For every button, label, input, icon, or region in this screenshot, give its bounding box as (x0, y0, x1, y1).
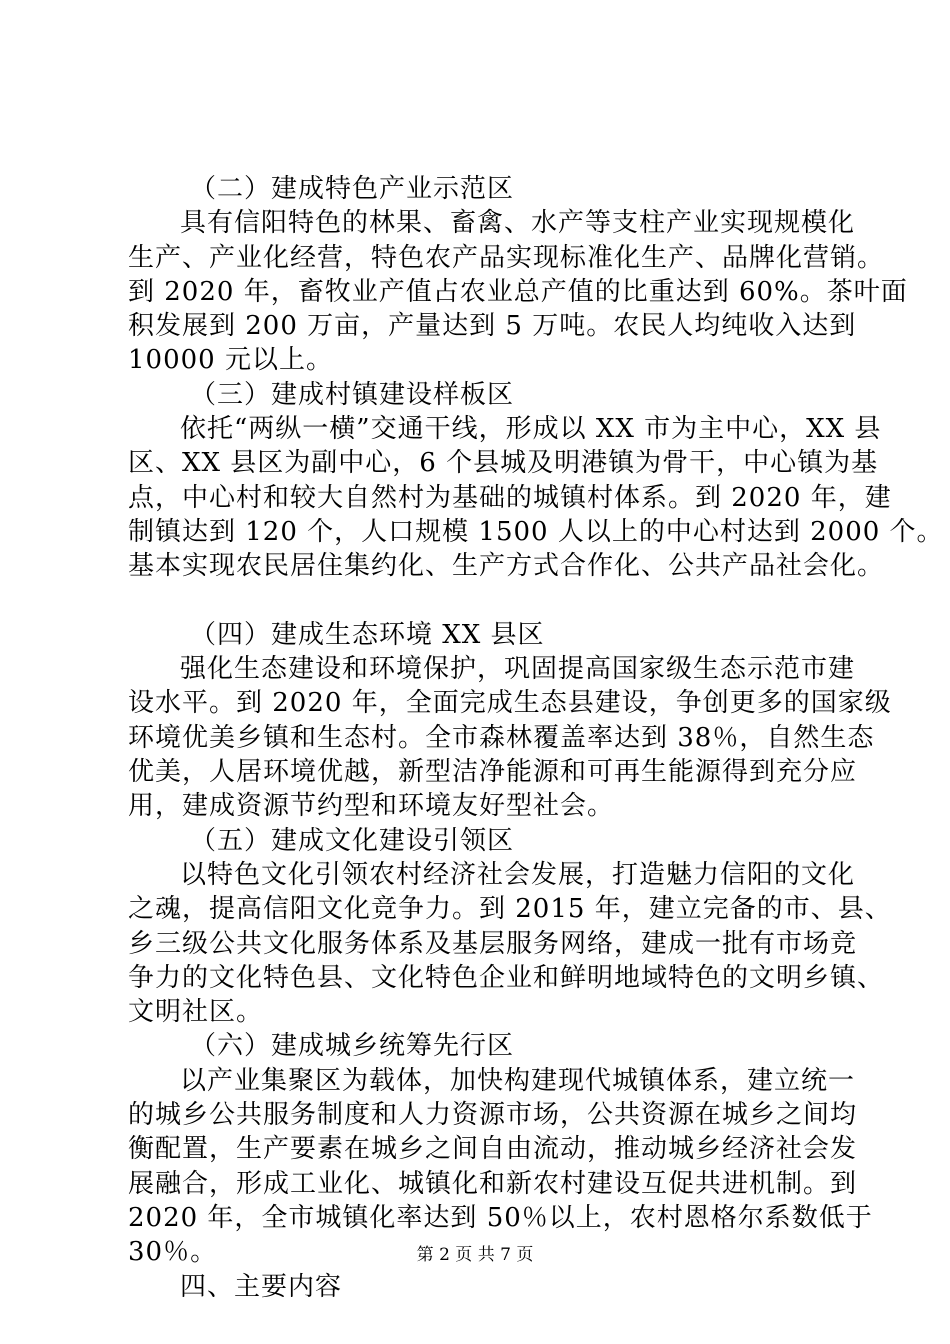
page-footer: 第 2 页 共 7 页 (416, 1245, 534, 1265)
text-line: 具有信阳特色的林果、畜禽、水产等支柱产业实现规模化 (180, 208, 856, 239)
text-line: 四、主要内容 (180, 1271, 343, 1302)
blank-line (128, 584, 828, 618)
text-line: 衡配置，生产要素在城乡之间自由流动，推动城乡经济社会发 (128, 1134, 858, 1165)
text-line: 以产业集聚区为载体，加快构建现代城镇体系，建立统一 (180, 1065, 856, 1096)
text-line: 之魂，提高信阳文化竞争力。到 2015 年，建立完备的市、县、 (128, 894, 892, 925)
text-line: （四）建成生态环境 XX 县区 (190, 619, 545, 650)
text-line: 到 2020 年，畜牧业产值占农业总产值的比重达到 60%。茶叶面 (128, 276, 908, 307)
subsection-heading (128, 1029, 828, 1063)
text-line: 30％。 (128, 1237, 218, 1268)
text-line: 制镇达到 120 个，人口规模 1500 人以上的中心村达到 2000 个。 (128, 516, 944, 547)
subsection-heading (128, 824, 828, 858)
text-line: 以特色文化引领农村经济社会发展，打造魅力信阳的文化 (180, 859, 856, 890)
text-line: 的城乡公共服务制度和人力资源市场，公共资源在城乡之间均 (128, 1100, 858, 1131)
subsection-heading (128, 378, 828, 412)
document-body (128, 172, 944, 1304)
text-line: 争力的文化特色县、文化特色企业和鲜明地域特色的文明乡镇、 (128, 962, 885, 993)
text-line: 乡三级公共文化服务体系及基层服务网络，建成一批有市场竞 (128, 928, 858, 959)
text-line: 10000 元以上。 (128, 345, 333, 376)
text-line: 文明社区。 (128, 997, 264, 1028)
text-line: 基本实现农民居住集约化、生产方式合作化、公共产品社会化。 (128, 551, 885, 582)
text-line: 依托“两纵一横”交通干线，形成以 XX 市为主中心，XX 县 (180, 414, 882, 445)
body-paragraph (128, 206, 908, 377)
text-line: 环境优美乡镇和生态村。全市森林覆盖率达到 38％，自然生态 (128, 722, 875, 753)
body-paragraph (128, 412, 944, 583)
subsection-heading (128, 618, 828, 652)
subsection-heading (128, 172, 828, 206)
section-heading (128, 1270, 828, 1304)
text-line: 用，建成资源节约型和环境友好型社会。 (128, 791, 615, 822)
text-line: 优美，人居环境优越，新型洁净能源和可再生能源得到充分应 (128, 757, 858, 788)
text-line: （五）建成文化建设引领区 (190, 825, 515, 856)
text-line: 积发展到 200 万亩，产量达到 5 万吨。农民人均纯收入达到 (128, 311, 857, 342)
text-line: （三）建成村镇建设样板区 (190, 379, 515, 410)
body-paragraph (128, 858, 892, 1029)
text-line: 生产、产业化经营，特色农产品实现标准化生产、品牌化营销。 (128, 242, 885, 273)
text-line: 展融合，形成工业化、城镇化和新农村建设互促共进机制。到 (128, 1168, 858, 1199)
body-paragraph (128, 652, 892, 823)
body-paragraph (128, 1064, 873, 1270)
text-line: （六）建成城乡统筹先行区 (190, 1031, 515, 1062)
text-line: 设水平。到 2020 年，全面完成生态县建设，争创更多的国家级 (128, 688, 892, 719)
text-line: 点，中心村和较大自然村为基础的城镇村体系。到 2020 年，建 (128, 482, 892, 513)
text-line: 区、XX 县区为副中心，6 个县城及明港镇为骨干，中心镇为基 (128, 448, 879, 479)
text-line: 2020 年，全市城镇化率达到 50％以上，农村恩格尔系数低于 (128, 1202, 873, 1233)
text-line: 强化生态建设和环境保护，巩固提高国家级生态示范市建 (180, 654, 856, 685)
text-line: （二）建成特色产业示范区 (190, 174, 515, 204)
